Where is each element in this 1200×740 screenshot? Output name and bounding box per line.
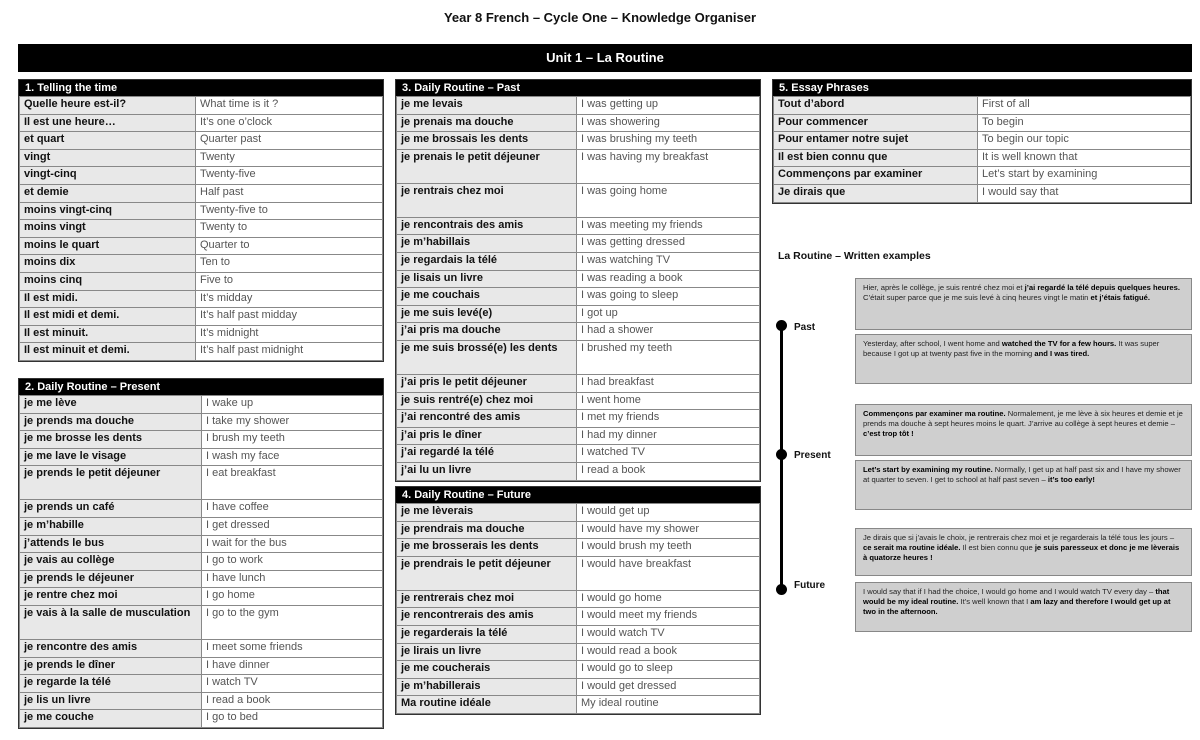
english-translation: I had my dinner [577, 427, 760, 445]
table-row [774, 167, 1191, 185]
english-translation: I go to work [202, 553, 383, 571]
french-phrase: je prends le petit déjeuner [20, 466, 202, 500]
french-phrase: je rentre chez moi [20, 588, 202, 606]
english-translation: I brushed my teeth [577, 340, 760, 374]
timeline-dot-past [776, 320, 787, 331]
examples-title: La Routine – Written examples [778, 250, 931, 262]
table-row [397, 445, 760, 463]
english-translation: Twenty-five to [196, 202, 383, 220]
table-row [774, 114, 1191, 132]
routine-past-header: 3. Daily Routine – Past [396, 80, 760, 96]
table-row [397, 374, 760, 392]
french-phrase: je regarde la télé [20, 675, 202, 693]
english-translation: I wash my face [202, 448, 383, 466]
table-row [397, 323, 760, 341]
french-phrase: je lis un livre [20, 692, 202, 710]
table-row [397, 462, 760, 480]
french-phrase: Ma routine idéale [397, 696, 577, 714]
french-phrase: Pour entamer notre sujet [774, 132, 978, 150]
french-phrase: je rencontre des amis [20, 639, 202, 657]
english-translation: I was brushing my teeth [577, 132, 760, 150]
english-translation: I was meeting my friends [577, 217, 760, 235]
french-phrase: Il est bien connu que [774, 149, 978, 167]
table-row [20, 272, 383, 290]
english-translation: I have coffee [202, 500, 383, 518]
english-translation: I would have my shower [577, 521, 760, 539]
french-phrase: Il est une heure… [20, 114, 196, 132]
english-translation: Twenty-five [196, 167, 383, 185]
french-phrase: je me lève [20, 396, 202, 414]
table-row [397, 270, 760, 288]
english-translation: I watched TV [577, 445, 760, 463]
example-past-english: Yesterday, after school, I went home and watched the TV for a few hours. It was super because I got up at twenty past five in the morning and I was tired. [855, 334, 1192, 384]
telling-time-table [18, 79, 384, 362]
french-phrase: et quart [20, 132, 196, 150]
english-translation: I would have breakfast [577, 556, 760, 590]
french-phrase: je me couchais [397, 288, 577, 306]
french-phrase: je me suis levé(e) [397, 305, 577, 323]
english-translation: What time is it ? [196, 97, 383, 115]
table-row [397, 235, 760, 253]
timeline-label-past: Past [794, 322, 816, 333]
english-translation: First of all [978, 97, 1191, 115]
example-present-english: Let’s start by examining my routine. Normally, I get up at half past six and I have my shower at quarter to seven. I get to school at half past seven – it’s too early! [855, 460, 1192, 510]
french-phrase: je regardais la télé [397, 252, 577, 270]
table-row [397, 305, 760, 323]
french-phrase: j’ai pris le dîner [397, 427, 577, 445]
table-row [20, 413, 383, 431]
routine-future-header: 4. Daily Routine – Future [396, 487, 760, 503]
english-translation: I would meet my friends [577, 608, 760, 626]
essay-phrases-header: 5. Essay Phrases [773, 80, 1191, 96]
table-row [397, 149, 760, 183]
french-phrase: je prends ma douche [20, 413, 202, 431]
french-phrase: vingt [20, 149, 196, 167]
french-phrase: vingt-cinq [20, 167, 196, 185]
english-translation: I would get dressed [577, 678, 760, 696]
english-translation: I get dressed [202, 517, 383, 535]
table-row [20, 114, 383, 132]
routine-present-header: 2. Daily Routine – Present [19, 379, 383, 395]
french-phrase: j’ai rencontré des amis [397, 410, 577, 428]
table-row [20, 605, 383, 639]
table-row [397, 183, 760, 217]
english-translation: I have lunch [202, 570, 383, 588]
table-row [20, 343, 383, 361]
french-phrase: je rencontrais des amis [397, 217, 577, 235]
routine-future-table [395, 486, 761, 715]
french-phrase: Il est midi. [20, 290, 196, 308]
french-phrase: je m’habillais [397, 235, 577, 253]
table-row [20, 97, 383, 115]
table-row [20, 553, 383, 571]
table-row [397, 427, 760, 445]
english-translation: I would go to sleep [577, 661, 760, 679]
english-translation: It’s half past midday [196, 308, 383, 326]
english-translation: I wake up [202, 396, 383, 414]
french-phrase: je m’habillerais [397, 678, 577, 696]
english-translation: It’s midnight [196, 325, 383, 343]
english-translation: I got up [577, 305, 760, 323]
french-phrase: je me suis brossé(e) les dents [397, 340, 577, 374]
english-translation: Twenty [196, 149, 383, 167]
table-row [20, 308, 383, 326]
table-row [397, 521, 760, 539]
english-translation: I go home [202, 588, 383, 606]
table-row [774, 184, 1191, 202]
english-translation: I would go home [577, 590, 760, 608]
timeline-label-future: Future [794, 580, 826, 591]
english-translation: I wait for the bus [202, 535, 383, 553]
english-translation: I was going home [577, 183, 760, 217]
french-phrase: je me brossais les dents [397, 132, 577, 150]
english-translation: Five to [196, 272, 383, 290]
french-phrase: moins dix [20, 255, 196, 273]
french-phrase: je me lèverais [397, 504, 577, 522]
table-row [20, 325, 383, 343]
french-phrase: je prends un café [20, 500, 202, 518]
table-row [20, 588, 383, 606]
french-phrase: Il est minuit. [20, 325, 196, 343]
unit-title-bar: Unit 1 – La Routine [18, 44, 1192, 72]
table-row [397, 678, 760, 696]
french-phrase: moins vingt-cinq [20, 202, 196, 220]
english-translation: I watch TV [202, 675, 383, 693]
table-row [20, 448, 383, 466]
french-phrase: je prenais le petit déjeuner [397, 149, 577, 183]
timeline-label-present: Present [794, 450, 831, 461]
french-phrase: je prendrais ma douche [397, 521, 577, 539]
table-row [397, 556, 760, 590]
english-translation: My ideal routine [577, 696, 760, 714]
table-row [397, 392, 760, 410]
french-phrase: j’attends le bus [20, 535, 202, 553]
french-phrase: je prends le déjeuner [20, 570, 202, 588]
table-row [397, 504, 760, 522]
english-translation: I was getting dressed [577, 235, 760, 253]
table-row [397, 608, 760, 626]
table-row [20, 692, 383, 710]
table-row [20, 220, 383, 238]
english-translation: I have dinner [202, 657, 383, 675]
french-phrase: je suis rentré(e) chez moi [397, 392, 577, 410]
table-row [20, 149, 383, 167]
example-present-french: Commençons par examiner ma routine. Normalement, je me lève à six heures et demie et je prends ma douche à sept heures moins le quart. J’arrive au collège à sept heures et demie – c’est trop tôt ! [855, 404, 1192, 456]
english-translation: I was watching TV [577, 252, 760, 270]
english-translation: I brush my teeth [202, 431, 383, 449]
english-translation: Half past [196, 184, 383, 202]
french-phrase: j’ai pris ma douche [397, 323, 577, 341]
english-translation: I read a book [202, 692, 383, 710]
french-phrase: je lisais un livre [397, 270, 577, 288]
table-row [20, 167, 383, 185]
french-phrase: je vais à la salle de musculation [20, 605, 202, 639]
french-phrase: je m’habille [20, 517, 202, 535]
english-translation: It’s half past midnight [196, 343, 383, 361]
table-row [397, 590, 760, 608]
telling-time-header: 1. Telling the time [19, 80, 383, 96]
table-row [20, 290, 383, 308]
document-title: Year 8 French – Cycle One – Knowledge Organiser [443, 10, 757, 25]
table-row [397, 97, 760, 115]
table-row [397, 696, 760, 714]
table-row [774, 149, 1191, 167]
table-row [20, 570, 383, 588]
routine-present-table [18, 378, 384, 729]
table-row [20, 639, 383, 657]
english-translation: It’s one o’clock [196, 114, 383, 132]
table-row [20, 657, 383, 675]
french-phrase: je me lave le visage [20, 448, 202, 466]
table-row [20, 466, 383, 500]
english-translation: I go to bed [202, 710, 383, 728]
table-row [397, 643, 760, 661]
table-row [774, 97, 1191, 115]
french-phrase: je me couche [20, 710, 202, 728]
english-translation: I was going to sleep [577, 288, 760, 306]
french-phrase: je regarderais la télé [397, 625, 577, 643]
french-phrase: moins cinq [20, 272, 196, 290]
example-future-english: I would say that if I had the choice, I would go home and I would watch TV every day – that would be my ideal routine. It’s well known that I am lazy and therefore I would get up at two in the afternoon. [855, 582, 1192, 632]
table-row [20, 431, 383, 449]
table-row [397, 625, 760, 643]
table-row [20, 710, 383, 728]
table-row [20, 202, 383, 220]
french-phrase: je rencontrerais des amis [397, 608, 577, 626]
table-row [20, 517, 383, 535]
french-phrase: je me brosse les dents [20, 431, 202, 449]
english-translation: I meet some friends [202, 639, 383, 657]
timeline-dot-future [776, 584, 787, 595]
table-row [20, 500, 383, 518]
french-phrase: Pour commencer [774, 114, 978, 132]
english-translation: I would brush my teeth [577, 539, 760, 557]
french-phrase: je prends le dîner [20, 657, 202, 675]
french-phrase: et demie [20, 184, 196, 202]
french-phrase: Commençons par examiner [774, 167, 978, 185]
french-phrase: moins le quart [20, 237, 196, 255]
french-phrase: Je dirais que [774, 184, 978, 202]
english-translation: I had breakfast [577, 374, 760, 392]
english-translation: Ten to [196, 255, 383, 273]
english-translation: I would say that [978, 184, 1191, 202]
table-row [774, 132, 1191, 150]
table-row [20, 184, 383, 202]
table-row [397, 132, 760, 150]
table-row [397, 252, 760, 270]
french-phrase: je me brosserais les dents [397, 539, 577, 557]
table-row [20, 396, 383, 414]
english-translation: It’s midday [196, 290, 383, 308]
french-phrase: moins vingt [20, 220, 196, 238]
english-translation: To begin [978, 114, 1191, 132]
french-phrase: je prendrais le petit déjeuner [397, 556, 577, 590]
routine-past-table [395, 79, 761, 482]
table-row [397, 288, 760, 306]
table-row [397, 539, 760, 557]
french-phrase: Il est midi et demi. [20, 308, 196, 326]
timeline-dot-present [776, 449, 787, 460]
french-phrase: j’ai pris le petit déjeuner [397, 374, 577, 392]
english-translation: I was getting up [577, 97, 760, 115]
english-translation: I eat breakfast [202, 466, 383, 500]
english-translation: Quarter past [196, 132, 383, 150]
table-row [20, 237, 383, 255]
french-phrase: je lirais un livre [397, 643, 577, 661]
english-translation: It is well known that [978, 149, 1191, 167]
french-phrase: je prenais ma douche [397, 114, 577, 132]
english-translation: Quarter to [196, 237, 383, 255]
french-phrase: je me coucherais [397, 661, 577, 679]
english-translation: Twenty to [196, 220, 383, 238]
french-phrase: je me levais [397, 97, 577, 115]
french-phrase: je vais au collège [20, 553, 202, 571]
table-row [397, 661, 760, 679]
english-translation: To begin our topic [978, 132, 1191, 150]
french-phrase: je rentrerais chez moi [397, 590, 577, 608]
english-translation: I would get up [577, 504, 760, 522]
english-translation: I would read a book [577, 643, 760, 661]
english-translation: I take my shower [202, 413, 383, 431]
table-row [20, 255, 383, 273]
french-phrase: Quelle heure est-il? [20, 97, 196, 115]
english-translation: I read a book [577, 462, 760, 480]
english-translation: I went home [577, 392, 760, 410]
french-phrase: j’ai regardé la télé [397, 445, 577, 463]
english-translation: I was reading a book [577, 270, 760, 288]
english-translation: I was showering [577, 114, 760, 132]
english-translation: I would watch TV [577, 625, 760, 643]
table-row [397, 217, 760, 235]
english-translation: I was having my breakfast [577, 149, 760, 183]
french-phrase: Il est minuit et demi. [20, 343, 196, 361]
table-row [397, 340, 760, 374]
essay-phrases-table [772, 79, 1192, 204]
french-phrase: Tout d’abord [774, 97, 978, 115]
example-future-french: Je dirais que si j’avais le choix, je rentrerais chez moi et je regarderais la télé tous les jours – ce serait ma routine idéale. Il est bien connu que je suis paresseux et donc je me lèverais à quatorze heures ! [855, 528, 1192, 576]
example-past-french: Hier, après le collège, je suis rentré chez moi et j’ai regardé la télé depuis quelques heures. C’était super parce que je me suis levé à cinq heures vingt le matin et j’étais fatigué. [855, 278, 1192, 330]
french-phrase: j’ai lu un livre [397, 462, 577, 480]
table-row [20, 535, 383, 553]
french-phrase: je rentrais chez moi [397, 183, 577, 217]
english-translation: I had a shower [577, 323, 760, 341]
table-row [20, 675, 383, 693]
table-row [397, 410, 760, 428]
table-row [20, 132, 383, 150]
english-translation: I met my friends [577, 410, 760, 428]
table-row [397, 114, 760, 132]
english-translation: I go to the gym [202, 605, 383, 639]
english-translation: Let’s start by examining [978, 167, 1191, 185]
